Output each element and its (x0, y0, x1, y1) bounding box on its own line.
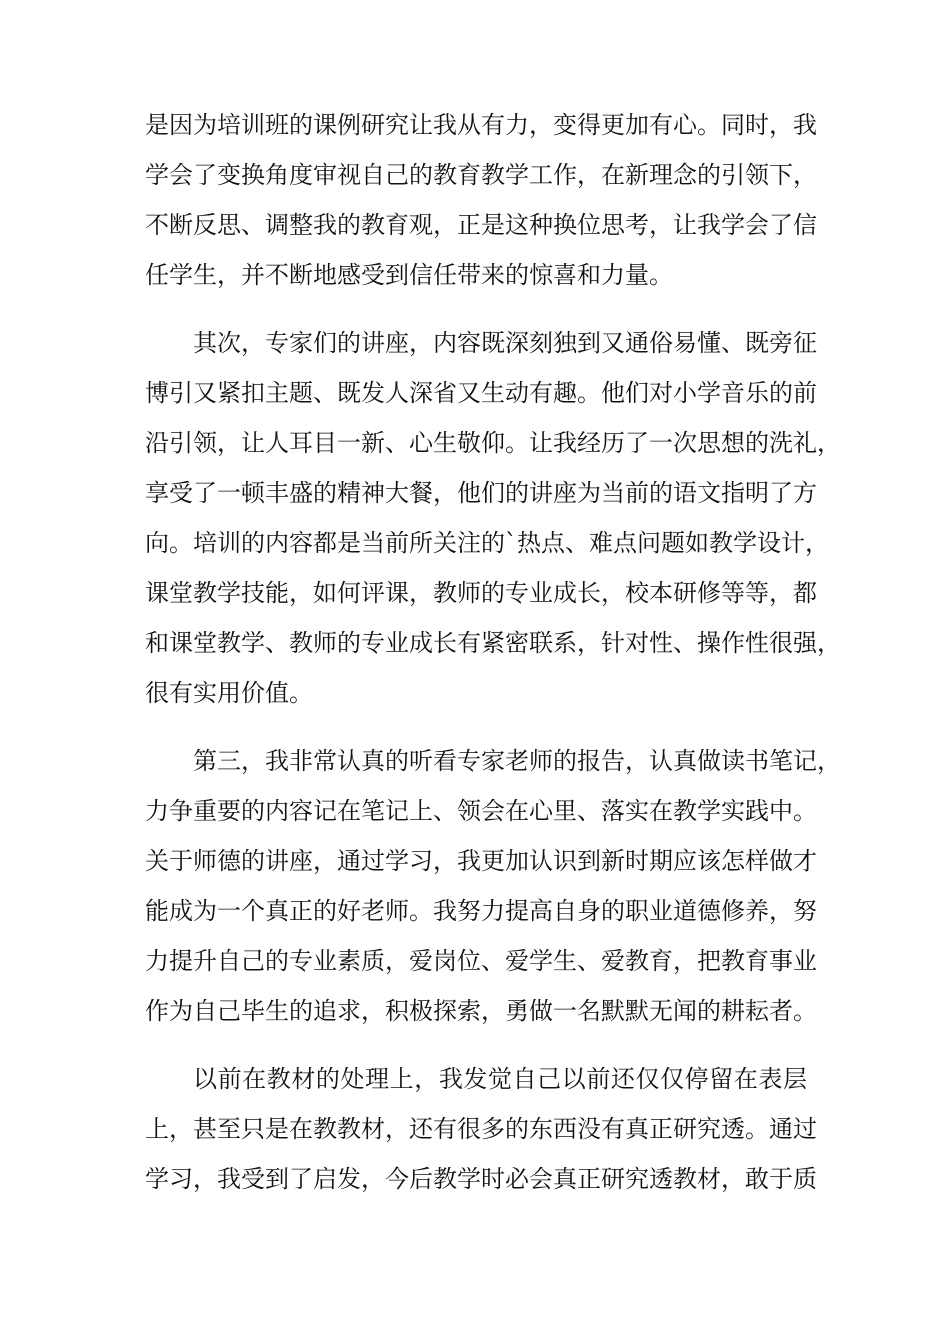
paragraph-line: 力提升自己的专业素质，爱岗位、爱学生、爱教育，把教育事业 (145, 947, 817, 975)
paragraph-line: 能成为一个真正的好老师。我努力提高自身的职业道德修养，努 (145, 897, 817, 925)
paragraph-line: 学习，我受到了启发，今后教学时必会真正研究透教材，敢于质 (145, 1165, 817, 1193)
paragraph-line: 是因为培训班的课例研究让我从有力，变得更加有心。同时，我 (145, 111, 817, 139)
paragraph-line: 力争重要的内容记在笔记上、领会在心里、落实在教学实践中。 (145, 797, 817, 825)
paragraph-line: 上，甚至只是在教教材，还有很多的东西没有真正研究透。通过 (145, 1115, 817, 1143)
paragraph-line: 很有实用价值。 (145, 679, 313, 707)
paragraph-line: 博引又紧扣主题、既发人深省又生动有趣。他们对小学音乐的前 (145, 379, 817, 407)
paragraph-line: 学会了变换角度审视自己的教育教学工作，在新理念的引领下， (145, 161, 817, 189)
paragraph-line: 不断反思、调整我的教育观，正是这种换位思考，让我学会了信 (145, 211, 817, 239)
paragraph-line: 沿引领，让人耳目一新、心生敬仰。让我经历了一次思想的洗礼， (145, 429, 841, 457)
paragraph-line: 作为自己毕生的追求，积极探索，勇做一名默默无闻的耕耘者。 (145, 997, 817, 1025)
paragraph-line: 其次，专家们的讲座，内容既深刻独到又通俗易懂、既旁征 (193, 329, 817, 357)
paragraph-line: 任学生，并不断地感受到信任带来的惊喜和力量。 (145, 261, 673, 289)
paragraph-line: 向。培训的内容都是当前所关注的`热点、难点问题如教学设计， (145, 529, 829, 557)
paragraph-line: 第三，我非常认真的听看专家老师的报告，认真做读书笔记， (193, 747, 841, 775)
paragraph-line: 关于师德的讲座，通过学习，我更加认识到新时期应该怎样做才 (145, 847, 817, 875)
paragraph-line: 享受了一顿丰盛的精神大餐，他们的讲座为当前的语文指明了方 (145, 479, 817, 507)
paragraph-line: 和课堂教学、教师的专业成长有紧密联系，针对性、操作性很强， (145, 629, 841, 657)
paragraph-line: 课堂教学技能，如何评课，教师的专业成长，校本研修等等，都 (145, 579, 817, 607)
paragraph-line: 以前在教材的处理上，我发觉自己以前还仅仅停留在表层 (193, 1065, 807, 1093)
